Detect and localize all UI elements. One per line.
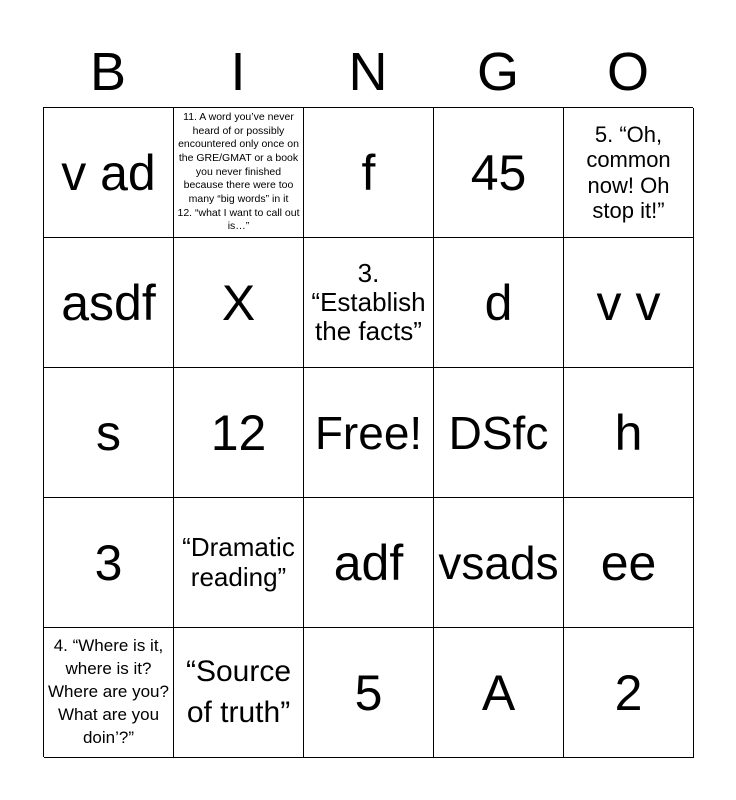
bingo-cell-r5c1[interactable]: 4. “Where is it, where is it? Where are you? What are you doin’?” [44, 628, 174, 758]
header-letter-n: N [348, 42, 388, 102]
bingo-board [43, 107, 693, 757]
bingo-cell-r5c4[interactable]: A [434, 628, 564, 758]
bingo-cell-r4c1[interactable]: 3 [44, 498, 174, 628]
bingo-cell-free[interactable]: Free! [304, 368, 434, 498]
header-letter-b: B [89, 42, 127, 102]
bingo-cell-r2c5[interactable]: v v [564, 238, 694, 368]
bingo-cell-r4c3[interactable]: adf [304, 498, 434, 628]
bingo-cell-r4c2[interactable]: “Dramatic reading” [174, 498, 304, 628]
bingo-header [43, 36, 693, 108]
bingo-cell-r1c3[interactable]: f [304, 108, 434, 238]
bingo-cell-r1c5[interactable]: 5. “Oh, common now! Oh stop it!” [564, 108, 694, 238]
bingo-cell-r3c1[interactable]: s [44, 368, 174, 498]
bingo-cell-r2c1[interactable]: asdf [44, 238, 174, 368]
bingo-cell-r2c3[interactable]: 3. “Establish the facts” [304, 238, 434, 368]
bingo-cell-r3c2[interactable]: 12 [174, 368, 304, 498]
bingo-cell-r1c2[interactable]: 11. A word you’ve never heard of or possibly encountered only once on the GRE/GMAT or a book you never finished because there were too many “big words” in it 12. “what I want to call out is…” [174, 108, 304, 238]
bingo-cell-r5c2[interactable]: “Source of truth” [174, 628, 304, 758]
bingo-cell-r5c5[interactable]: 2 [564, 628, 694, 758]
header-letter-i: I [230, 42, 246, 102]
bingo-cell-r5c3[interactable]: 5 [304, 628, 434, 758]
bingo-cell-r2c2[interactable]: X [174, 238, 304, 368]
bingo-cell-r4c4[interactable]: vsads [434, 498, 564, 628]
bingo-cell-r3c5[interactable]: h [564, 368, 694, 498]
bingo-cell-r2c4[interactable]: d [434, 238, 564, 368]
bingo-cell-r3c4[interactable]: DSfc [434, 368, 564, 498]
header-letter-o: O [606, 42, 649, 102]
bingo-cell-r1c4[interactable]: 45 [434, 108, 564, 238]
bingo-cell-r1c1[interactable]: v ad [44, 108, 174, 238]
header-letter-g: G [476, 42, 519, 102]
bingo-cell-r4c5[interactable]: ee [564, 498, 694, 628]
